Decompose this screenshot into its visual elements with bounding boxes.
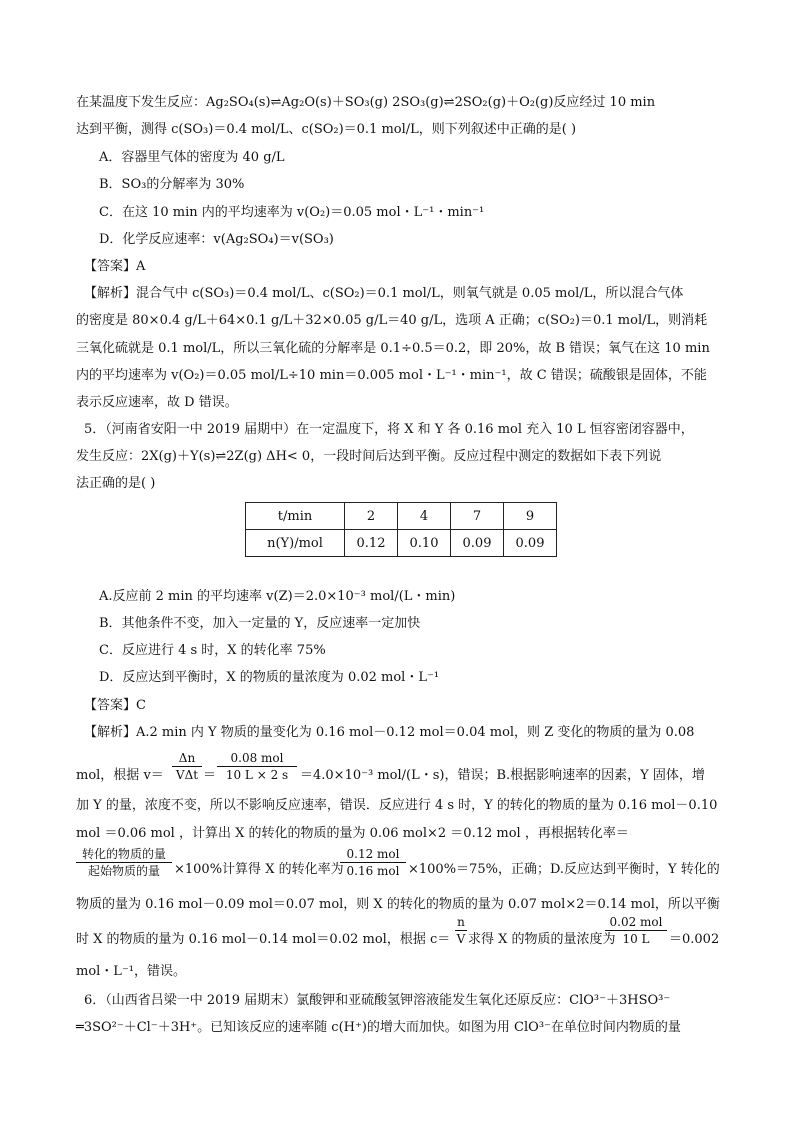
q5-explanation-line7-mid: 求得 X 的物质的量浓度为 xyxy=(468,932,616,947)
q4-explanation-line5: 表示反应速率，故 D 错误。 xyxy=(76,395,238,410)
fraction-denominator: 10 L xyxy=(622,932,650,946)
q5-explanation-line2-end: ＝4.0×10⁻³ mol/(L・s)，错误；B.根据影响速率的因素，Y 固体，增 xyxy=(300,768,705,783)
q5-explanation-line8: mol・L⁻¹，错误。 xyxy=(76,964,187,979)
q4-explanation-line1: 【解析】混合气中 c(SO₃)＝0.4 mol/L、c(SO₂)＝0.1 mol/L，则氧气就是 0.05 mol/L，所以混合气体 xyxy=(84,286,684,301)
fraction-denominator: VΔt xyxy=(175,768,199,782)
q4-option-d: D．化学反应速率：v(Ag₂SO₄)＝v(SO₃) xyxy=(99,232,334,247)
q4-stem-line1: 在某温度下发生反应：Ag₂SO₄(s)⇌Ag₂O(s)＋SO₃(g) 2SO₃(g)⇌2SO₂(g)＋O₂(g)反应经过 10 min xyxy=(76,95,656,110)
fraction-denominator: 0.16 mol xyxy=(346,864,400,878)
table-cell: 4 xyxy=(398,503,451,530)
table-cell: 0.10 xyxy=(398,530,451,557)
q5-explanation-line3: 加 Y 的量，浓度不变，所以不影响反应速率，错误．反应进行 4 s 时，Y 的转化的物质的量为 0.16 mol－0.10 xyxy=(76,798,718,813)
q5-explanation-line4: mol ＝0.06 mol ，计算出 X 的转化的物质的量为 0.06 mol×2 ＝0.12 mol ，再根据转化率＝ xyxy=(76,826,629,841)
q5-explanation-line1: 【解析】A.2 min 内 Y 物质的量变化为 0.16 mol－0.12 mol＝0.04 mol，则 Z 变化的物质的量为 0.08 xyxy=(84,725,695,740)
q4-explanation-line4: 内的平均速率为 v(O₂)＝0.05 mol/L÷10 min＝0.005 mol・L⁻¹・min⁻¹，故 C 错误；硫酸银是固体，不能 xyxy=(76,368,707,383)
table-cell: 0.09 xyxy=(504,530,557,557)
table-header-moles: n(Y)/mol xyxy=(246,530,345,557)
fraction-n-over-v xyxy=(455,914,467,947)
q4-option-a: A．容器里气体的密度为 40 g/L xyxy=(99,150,285,165)
q4-explanation-line2: 的密度是 80×0.4 g/L＋64×0.1 g/L＋32×0.05 g/L＝40 g/L，选项 A 正确；c(SO₂)＝0.1 mol/L，则消耗 xyxy=(76,313,708,328)
fraction-concentration xyxy=(605,914,667,947)
q4-explanation-line3: 三氧化硫就是 0.1 mol/L，所以三氧化硫的分解率是 0.1÷0.5＝0.2，即 20%，故 B 错误；氧气在这 10 min xyxy=(76,341,710,356)
q4-option-b: B．SO₃的分解率为 30% xyxy=(99,177,245,192)
table-cell: 0.12 xyxy=(345,530,398,557)
q5-explanation-line7-start: 时 X 的物质的量为 0.16 mol－0.14 mol＝0.02 mol，根据 c＝ xyxy=(76,932,451,947)
q4-option-c: C．在这 10 min 内的平均速率为 v(O₂)＝0.05 mol・L⁻¹・min⁻¹ xyxy=(99,205,485,220)
q5-answer: 【答案】C xyxy=(84,698,146,713)
fraction-rate-calculation xyxy=(217,750,297,783)
q6-stem-line2: ═3SO²⁻＋Cl⁻＋3H⁺。已知该反应的速率随 c(H⁺)的增大而加快。如图为用 ClO³⁻在单位时间内物质的量 xyxy=(76,1020,681,1035)
fraction-numerator: Δn xyxy=(172,750,202,767)
q5-stem-line2: 发生反应：2X(g)＋Y(s)⇌2Z(g) ΔH< 0，一段时间后达到平衡。反应过程中测定的数据如下表下列说 xyxy=(76,449,662,464)
fraction-denominator: 10 L × 2 s xyxy=(225,768,289,782)
q5-option-a: A.反应前 2 min 的平均速率 v(Z)＝2.0×10⁻³ mol/(L・min) xyxy=(99,589,456,604)
table-cell: 2 xyxy=(345,503,398,530)
table-header-time: t/min xyxy=(246,503,345,530)
fraction-x-conversion xyxy=(340,846,406,879)
fraction-numerator: n xyxy=(455,914,467,931)
q5-data-table xyxy=(245,502,557,557)
q5-stem-line3: 法正确的是( ) xyxy=(76,476,156,491)
equals-sign: ＝ xyxy=(203,768,217,783)
q5-option-d: D．反应达到平衡时，X 的物质的量浓度为 0.02 mol・L⁻¹ xyxy=(99,670,440,685)
table-cell: 0.09 xyxy=(451,530,504,557)
q6-stem-line1: 6．（山西省吕梁一中 2019 届期末）氯酸钾和亚硫酸氢钾溶液能发生氧化还原反应：ClO³⁻＋3HSO³⁻ xyxy=(84,993,671,1008)
fraction-denominator: 起始物质的量 xyxy=(87,864,160,878)
table-row xyxy=(246,530,557,557)
q5-explanation-line5-mid: ×100%计算得 X 的转化率为 xyxy=(174,862,344,877)
table-cell: 7 xyxy=(451,503,504,530)
fraction-numerator: 0.08 mol xyxy=(217,750,297,767)
q5-explanation-line6: 物质的量为 0.16 mol－0.09 mol＝0.07 mol，则 X 的转化的物质的量为 0.07 mol×2＝0.14 mol，所以平衡 xyxy=(76,897,720,912)
q5-explanation-line5-end: ×100%＝75%，正确；D.反应达到平衡时，Y 转化的 xyxy=(408,862,720,877)
q5-stem-line1: 5．（河南省安阳一中 2019 届期中）在一定温度下，将 X 和 Y 各 0.16 mol 充入 10 L 恒容密闭容器中， xyxy=(84,422,694,437)
q5-option-c: C．反应进行 4 s 时，X 的转化率 75% xyxy=(99,643,326,658)
fraction-numerator: 0.02 mol xyxy=(605,914,667,931)
q5-option-b: B．其他条件不变，加入一定量的 Y，反应速率一定加快 xyxy=(99,616,421,631)
fraction-denominator: V xyxy=(456,932,466,946)
q4-stem-line2: 达到平衡，测得 c(SO₃)＝0.4 mol/L、c(SO₂)＝0.1 mol/L，则下列叙述中正确的是( ) xyxy=(76,122,577,137)
q5-explanation-line7-end: ＝0.002 xyxy=(669,932,720,947)
table-row xyxy=(246,503,557,530)
q5-explanation-line2-start: mol，根据 v＝ xyxy=(76,768,164,783)
fraction-numerator: 转化的物质的量 xyxy=(76,846,172,863)
fraction-numerator: 0.12 mol xyxy=(340,846,406,863)
q4-answer: 【答案】A xyxy=(84,259,146,274)
fraction-conversion-rate xyxy=(76,846,172,879)
table-cell: 9 xyxy=(504,503,557,530)
fraction-delta-n-over-v-delta-t xyxy=(172,750,202,783)
